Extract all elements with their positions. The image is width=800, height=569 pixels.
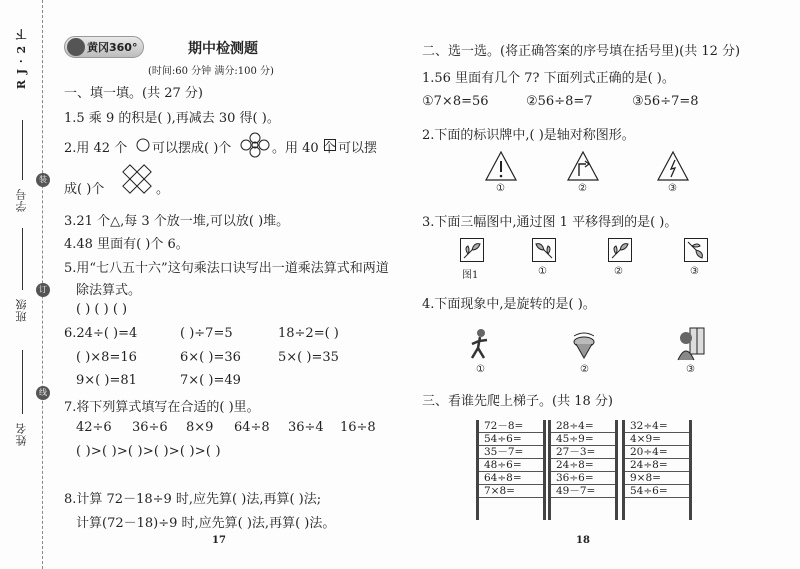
q2-2-label-3: ③ [668, 183, 677, 194]
class-label: 班级 [15, 298, 28, 322]
ladder-3-rung: 54÷6= [625, 485, 689, 498]
q2-1-opt-3: ③56÷7=8 [632, 94, 699, 109]
ladder-1-rung: 54÷6= [479, 433, 543, 446]
warning-sign-icon [484, 150, 518, 182]
page-number-left: 17 [212, 535, 226, 546]
page-number-right: 18 [576, 535, 590, 546]
running-boy-icon [468, 328, 492, 362]
q2-4-label-1: ① [476, 364, 485, 375]
question-1-5a: 5.用“七八五十六”这句乘法口诀写出一道乘法算式和两道 [64, 261, 389, 276]
exam-info: (时间:60 分钟 满分:100 分) [148, 66, 274, 77]
q2-3-label-fig1: 图1 [462, 270, 479, 281]
square-lattice-icon [120, 162, 154, 196]
ladder-2-rung: 45÷9= [551, 433, 615, 446]
ladder-1-rung: 7×8= [479, 485, 543, 498]
q2-1-opt-1: ①7×8=56 [422, 94, 489, 109]
question-1-5b: 除法算式。 [76, 283, 142, 298]
student-no-label: 学号 [15, 188, 28, 212]
binding-spine [0, 0, 52, 569]
publisher-logo [64, 36, 144, 58]
q7-order-blanks: ( )>( )>( )>( )>( )>( ) [76, 444, 221, 459]
ladder-1-rung: 35－7= [479, 446, 543, 459]
question-1-4: 4.48 里面有( )个 6。 [64, 237, 189, 252]
ladder-1 [476, 420, 546, 520]
ladder-3-rung: 4×9= [625, 433, 689, 446]
square-shape-icon [324, 139, 336, 151]
question-1-2b: 可以摆成( )个 [152, 141, 232, 156]
ladder-1-rung: 64÷8= [479, 472, 543, 485]
question-1-5-blanks: ( ) ( ) ( ) [76, 302, 128, 317]
ladder-2 [548, 420, 618, 520]
q7-expr-4: 64÷8 [234, 420, 270, 435]
q2-3-label-1: ① [538, 266, 547, 277]
no-right-turn-sign-icon [566, 150, 600, 182]
q2-1: 1.56 里面有几个 7? 下面列式正确的是( )。 [422, 71, 675, 86]
q2-3: 3.下面三幅图中,通过图 1 平移得到的是( )。 [422, 215, 678, 230]
q6-r1-c3: 18÷2=( ) [278, 326, 339, 341]
q2-3-label-3: ③ [690, 266, 699, 277]
q7-expr-2: 36÷6 [132, 420, 168, 435]
q6-r3-c2: 7×( )=49 [180, 373, 241, 388]
leaf-option-1-icon [532, 238, 556, 262]
q7-expr-6: 16÷8 [340, 420, 376, 435]
section-1-heading: 一、填一填。(共 27 分) [64, 86, 203, 101]
ladder-3-rung: 32÷4= [625, 420, 689, 433]
ladder-3-rung: 20÷4= [625, 446, 689, 459]
question-1-2e: 成( )个 [64, 182, 105, 197]
leaf-option-2-icon [608, 238, 632, 262]
q6-r2-c2: 6×( )=36 [180, 350, 241, 365]
bind-mark-3: 线 [36, 386, 50, 400]
ladder-3 [622, 420, 692, 520]
ladder-3-rung: 9×8= [625, 472, 689, 485]
ladder-1-rung: 48÷6= [479, 459, 543, 472]
q2-4-label-3: ③ [686, 364, 695, 375]
q6-r1-c2: ( )÷7=5 [180, 326, 233, 341]
q6-r3-c1: 9×( )=81 [76, 373, 137, 388]
leaf-figure-1-icon [460, 238, 484, 262]
logo-text: 黄冈360° [87, 41, 138, 54]
spinning-top-icon [572, 332, 596, 362]
ladder-2-rung: 28÷4= [551, 420, 615, 433]
ladder-3-rung: 24÷8= [625, 459, 689, 472]
q2-2-label-2: ② [578, 183, 587, 194]
question-1-8a: 8.计算 72－18÷9 时,应先算( )法,再算( )法; [64, 492, 322, 507]
question-1-8b: 计算(72－18)÷9 时,应先算( )法,再算( )法。 [76, 516, 336, 531]
name-label: 姓名 [15, 422, 28, 446]
question-1-2d: 可以摆 [338, 141, 378, 156]
q2-3-label-2: ② [614, 266, 623, 277]
question-1-3: 3.21 个△,每 3 个放一堆,可以放( )堆。 [64, 214, 290, 229]
name-line [22, 350, 23, 414]
q7-expr-1: 42÷6 [76, 420, 112, 435]
page-title: 期中检测题 [188, 41, 258, 57]
q6-r2-c1: ( )×8=16 [76, 350, 137, 365]
right-page [400, 0, 800, 569]
class-line [22, 228, 23, 290]
lightning-sign-icon [656, 150, 690, 182]
bind-mark-2: 订 [36, 283, 50, 297]
q7-expr-5: 36÷4 [288, 420, 324, 435]
ladder-2-rung: 24÷8= [551, 459, 615, 472]
bind-mark-1: 装 [36, 173, 50, 187]
edition-code: R J · 2 下 [15, 28, 28, 90]
section-3-heading: 三、看谁先爬上梯子。(共 18 分) [422, 394, 613, 409]
question-1-2c: 。用 40 个 [272, 141, 336, 156]
question-1-7: 7.将下列算式填写在合适的( )里。 [64, 400, 260, 415]
question-1-1: 1.5 乘 9 的积是( ),再减去 30 得( )。 [64, 111, 280, 126]
q2-4-label-2: ② [580, 364, 589, 375]
person-at-window-icon [676, 326, 706, 360]
q2-1-opt-2: ②56÷8=7 [526, 94, 593, 109]
ladder-2-rung: 36÷6= [551, 472, 615, 485]
circle-flower-icon [240, 132, 270, 158]
q6-r1-c1: 6.24÷( )=4 [64, 326, 138, 341]
question-1-2a: 2.用 42 个 [64, 141, 128, 156]
ladder-2-rung: 27－3= [551, 446, 615, 459]
q2-4: 4.下面现象中,是旋转的是( )。 [422, 297, 596, 312]
q6-r2-c3: 5×( )=35 [278, 350, 339, 365]
q7-expr-3: 8×9 [186, 420, 214, 435]
question-1-2f: 。 [156, 182, 170, 197]
section-2-heading: 二、选一选。(将正确答案的序号填在括号里)(共 12 分) [422, 44, 741, 59]
q2-2: 2.下面的标识牌中,( )是轴对称图形。 [422, 128, 635, 143]
logo-face-icon [67, 38, 85, 56]
ladder-1-rung: 72－8= [479, 420, 543, 433]
leaf-option-3-icon [684, 238, 708, 262]
student-no-line [22, 120, 23, 180]
circle-shape-icon [136, 138, 150, 152]
ladder-2-rung: 49－7= [551, 485, 615, 498]
q2-2-label-1: ① [496, 183, 505, 194]
